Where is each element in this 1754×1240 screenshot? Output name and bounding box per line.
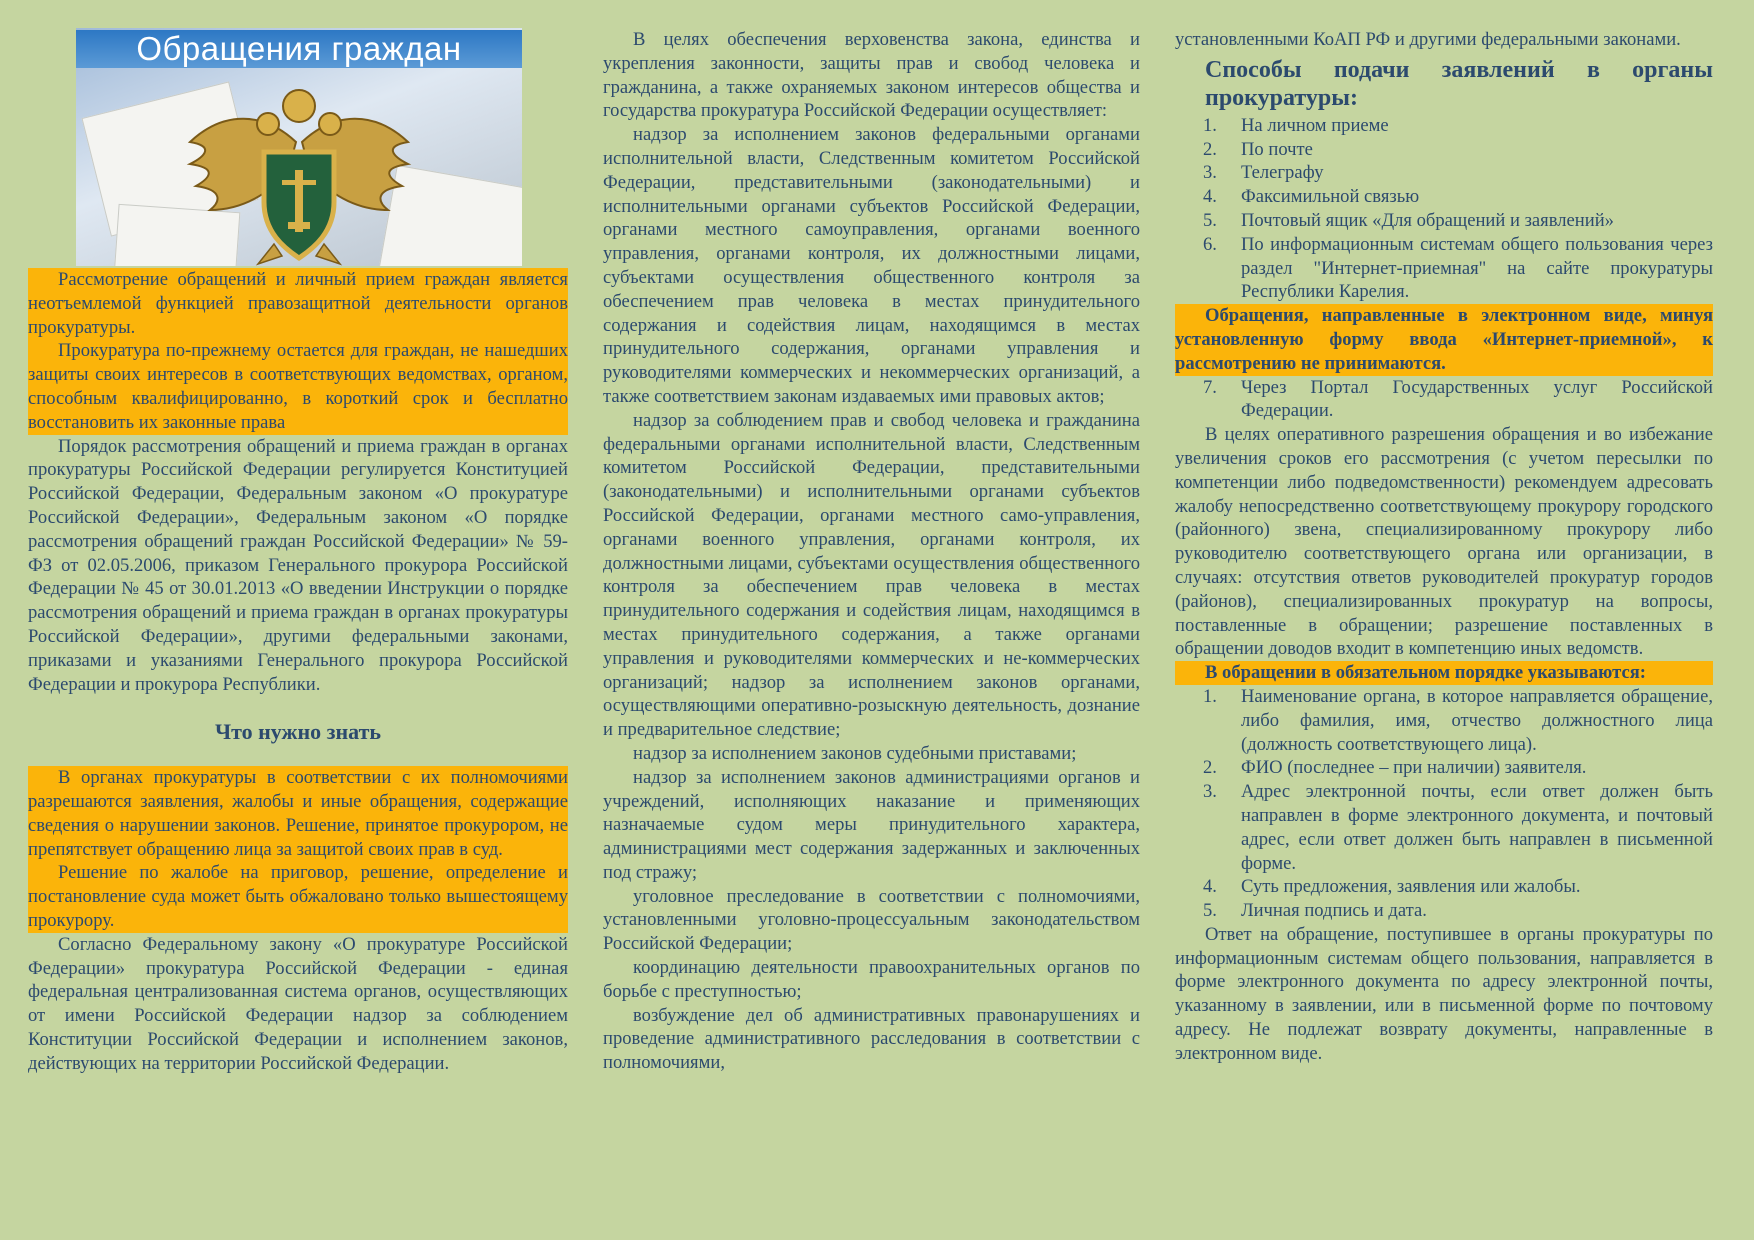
required-heading-block [1175, 661, 1713, 685]
list-item: 2. По почте [1203, 138, 1313, 160]
paragraph: надзор за соблюдением прав и свобод человека и гражданина федеральными органами исполнительной власти, Следственным комитетом Российской Федерации, представительными (законодательными) и исполнительными органами субъектов Российской Федерации, органами местного само-управления, органами военного управления, органами контроля, их должностными лицами, субъектами осуществления общественного контроля за обеспечением прав человека в местах принудительного содержания и содействия лицам, находящимся в местах принудительного содержания, а также органами управления и руководителями коммерческих и не-коммерческих организаций; надзор за исполнением законов органами, осуществляющими оперативно-розыскную деятельность, дознание и предварительное следствие; [603, 409, 1140, 741]
paragraph: В целях обеспечения верховенства закона, единства и укрепления законности, защиты прав и свобод человека и гражданина, а также охраняемых законом интересов общества и государства прокуратура Российской Федерации осуществляет: [603, 29, 1140, 122]
methods-list-cont [1175, 376, 1713, 424]
paragraph: возбуждение дел об административных правонарушениях и проведение административного расследования в соответствии с полномочиями, [603, 1004, 1140, 1074]
list-item: 1. Наименование органа, в которое направляется обращение, либо фамилия, имя, отчество должностного лица (должность соответствующего лица). [1203, 685, 1713, 755]
list-item: 3. Адрес электронной почты, если ответ должен быть направлен в форме электронного документа, и почтовый адрес, если ответ должен быть направлен в письменной форме. [1203, 781, 1713, 874]
list-item: 2. ФИО (последнее – при наличии) заявителя. [1203, 757, 1587, 779]
list-item: 5. Личная подпись и дата. [1203, 900, 1427, 922]
paragraph: надзор за исполнением законов администрациями органов и учреждений, исполняющих наказание и применяющих назначаемые судом меры принудительного характера, администрациями мест содержания задержанных и заключенных под стражу; [603, 766, 1140, 883]
banner-image [76, 28, 522, 266]
paragraph: Рассмотрение обращений и личный прием граждан является неотъемлемой функцией правозащитной деятельности органов прокуратуры. [28, 269, 568, 338]
list-item: 4. Суть предложения, заявления или жалобы. [1203, 876, 1581, 898]
banner-title: Обращения граждан [76, 30, 522, 68]
methods-heading: Способы подачи заявлений в органы прокуратуры: [1205, 56, 1713, 111]
list-item: 1. На личном приеме [1203, 114, 1389, 136]
paragraph: В органах прокуратуры в соответствии с их полномочиями разрешаются заявления, жалобы и иные обращения, содержащие сведения о нарушении законов. Решение, принятое прокурором, не препятствует обращению лица за защитой своих прав в суд. [28, 767, 568, 860]
paragraph: надзор за исполнением законов федеральными органами исполнительной власти, Следственным комитетом Российской Федерации, представительными (законодательными) и исполнительными органами субъектов Российской Федерации, органами местного самоуправления, органами военного управления, органами контроля, их должностными лицами, субъектами осуществления общественного контроля за обеспечением прав человека в местах принудительного содержания и содействия лицам, находящимся в местах принудительного содержания, органами управления и руководителями коммерческих и некоммерческих организаций, а также соответствием законам издаваемых ими правовых актов; [603, 124, 1140, 407]
list-item: 6. По информационным системам общего пользования через раздел "Интернет-приемная" на сайте прокуратуры Республики Карелия. [1203, 233, 1713, 303]
paragraph: Решение по жалобе на приговор, решение, определение и постановление суда может быть обжаловано только вышестоящему прокурору. [28, 862, 568, 931]
warning-text: Обращения, направленные в электронном виде, минуя установленную форму ввода «Интернет-приемной», к рассмотрению не принимаются. [1175, 305, 1713, 374]
required-list [1175, 685, 1713, 923]
warning-block [1175, 304, 1713, 375]
column-left [28, 28, 568, 1076]
paragraph: В целях оперативного разрешения обращения и во избежание увеличения сроков его рассмотрения (с учетом пересылки по компетенции либо подведомственности) рекомендуем адресовать жалобу непосредственно соответствующему прокурору городского (районного) звена, специализированному прокурору либо руководителю соответствующего органа или организации, в случаях: отсутствия ответов руководителей прокуратур городов (районов), специализированных прокуратур на вопросы, поставленные в обращении; разрешение поставленных в обращении доводов входит в компетенцию иных ведомств. [1175, 424, 1713, 660]
highlight-block [28, 766, 568, 933]
paragraph: уголовное преследование в соответствии с полномочиями, установленными уголовно-процессуальным законодательством Российской Федерации; [603, 885, 1140, 955]
paragraph: установленными КоАП РФ и другими федеральными законами. [1175, 29, 1681, 50]
list-item: 3. Телеграфу [1203, 162, 1324, 184]
list-item: 4. Факсимильной связью [1203, 186, 1420, 208]
list-item: 7. Через Портал Государственных услуг Российской Федерации. [1203, 376, 1713, 422]
section-heading: Что нужно знать [214, 719, 382, 745]
prosecutor-emblem-icon [184, 72, 414, 266]
highlight-block [28, 268, 568, 435]
column-middle [603, 28, 1140, 1075]
paragraph: надзор за исполнением законов судебными приставами; [633, 742, 1077, 764]
paragraph: Ответ на обращение, поступившее в органы прокуратуры по информационным системам общего пользования, направляется в форме электронного документа по адресу электронной почты, указанному в заявлении, или в письменной форме по почтовому адресу. Не подлежат возврату документы, направленные в электронном виде. [1175, 923, 1713, 1064]
paragraph: Прокуратура по-прежнему остается для граждан, не нашедших защиты своих интересов в соответствующих ведомствах, органом, способным квалифицированно, в короткий срок и бесплатно восстановить их законные права [28, 340, 568, 433]
paragraph: Порядок рассмотрения обращений и приема граждан в органах прокуратуры Российской Федерации регулируется Конституцией Российской Федерации, Федеральным законом «О прокуратуре Российской Федерации», Федеральным законом «О порядке рассмотрения обращений граждан Российской Федерации» № 59-ФЗ от 02.05.2006, приказом Генерального прокурора Российской Федерации № 45 от 30.01.2013 «О введении Инструкции о порядке рассмотрения обращений и приема граждан в органах прокуратуры Российской Федерации», другими федеральными законами, приказами и указаниями Генерального прокурора Российской Федерации и прокурора Республики. [28, 435, 568, 695]
paragraph: Согласно Федеральному закону «О прокуратуре Российской Федерации» прокуратура Российской Федерации - единая федеральная централизованная система органов, осуществляющих от имени Российской Федерации надзор за соблюдением Конституции Российской Федерации и исполнением законов, действующих на территории Российской Федерации. [28, 933, 568, 1074]
required-heading: В обращении в обязательном порядке указываются: [1205, 662, 1646, 684]
methods-list [1175, 114, 1713, 304]
paragraph: координацию деятельности правоохранительных органов по борьбе с преступностью; [603, 957, 1140, 1002]
list-item: 5. Почтовый ящик «Для обращений и заявлений» [1203, 209, 1614, 231]
column-right [1175, 28, 1713, 1066]
